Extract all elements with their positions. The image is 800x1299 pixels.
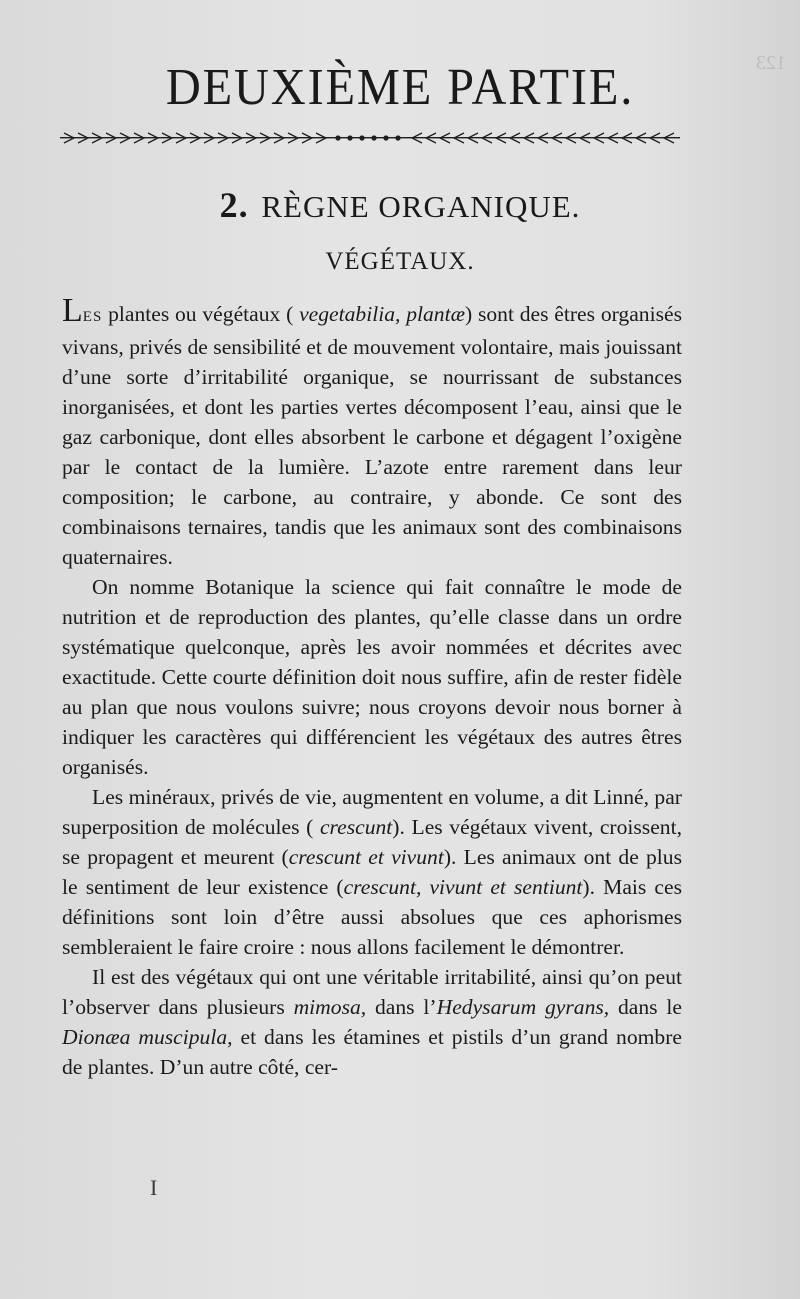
text-run: ). Les animaux ont de plus le sentiment de leur existence ( (62, 845, 682, 899)
body-text (62, 292, 683, 1082)
paragraph-3 (62, 782, 682, 962)
text-run: dans l’ (366, 995, 437, 1019)
text-run: plantes ou végétaux ( (102, 302, 300, 326)
paragraph-4 (62, 962, 682, 1082)
section-title (0, 184, 800, 226)
text-run: ) sont des êtres organisés vivans, privés de sensibilité et de mouvement volontaire, mais jouissant d’une sorte d’irritabilité organique, se nourrissant de substances inorganisées, et dont les parties vertes décomposent l’eau, ainsi que le gaz carbonique, dont elles absorbent le carbone et dégagent l’oxigène par le contact de la lumière. L’azote entre rarement dans leur composition; le carbone, au contraire, y abonde. Ce sont des combinaisons ternaires, tandis que les animaux sont des combinaisons quaternaires. (62, 302, 682, 569)
subtitle: VÉGÉTAUX. (325, 248, 475, 275)
italic-term: crescunt (319, 815, 393, 839)
section-number: 2. (219, 185, 249, 225)
text-run: dans le (609, 995, 682, 1019)
paragraph-2: On nomme Botanique la science qui fait connaître le mode de nutrition et de reproduction des plantes, qu’elle classe dans un ordre systématique quelconque, après les avoir nommées et décrites avec exactitude. Cette courte définition doit nous suffire, afin de rester fidèle au plan que nous voulons suivre; nous croyons devoir nous borner à indiquer les caractères qui différencient les végétaux des autres êtres organisés. (62, 575, 682, 779)
text-run: ). Les végétaux vivent, croissent, se propagent et meurent ( (62, 815, 682, 869)
text-run: Il est des végétaux qui ont une véritable irritabilité, ainsi qu’on peut l’observer dans plusieurs (62, 965, 682, 1019)
small-caps-text: ES (82, 309, 103, 325)
italic-term: vegetabilia, plantæ (299, 302, 465, 326)
text-run: Les minéraux, privés de vie, augmentent en volume, a dit Linné, par superposition de molécules ( (62, 785, 682, 839)
signature-mark: I (150, 1175, 158, 1200)
paragraph-1 (62, 292, 682, 572)
italic-term: mimosa, (293, 995, 367, 1019)
text-run: et dans les étamines et pistils d’un grand nombre de plantes. D’un autre côté, cer- (62, 1025, 683, 1079)
text-run: ). Mais ces définitions sont loin d’être aussi absolues que ces aphorismes sembleraient le faire croire : nous allons facilement le démontrer. (62, 875, 682, 959)
italic-term: Hedysarum gyrans, (436, 995, 610, 1019)
bleed-through-page-number: 123 (756, 52, 786, 74)
italic-term: crescunt, vivunt et sentiunt (343, 875, 583, 899)
italic-term: Dionæa muscipula, (62, 1025, 233, 1049)
decorative-rule (60, 130, 680, 146)
drop-cap: L (62, 292, 83, 329)
section-title-text: RÈGNE ORGANIQUE. (261, 189, 581, 224)
italic-term: crescunt et vivunt (288, 845, 444, 869)
part-title: DEUXIÈME PARTIE. (165, 59, 635, 116)
